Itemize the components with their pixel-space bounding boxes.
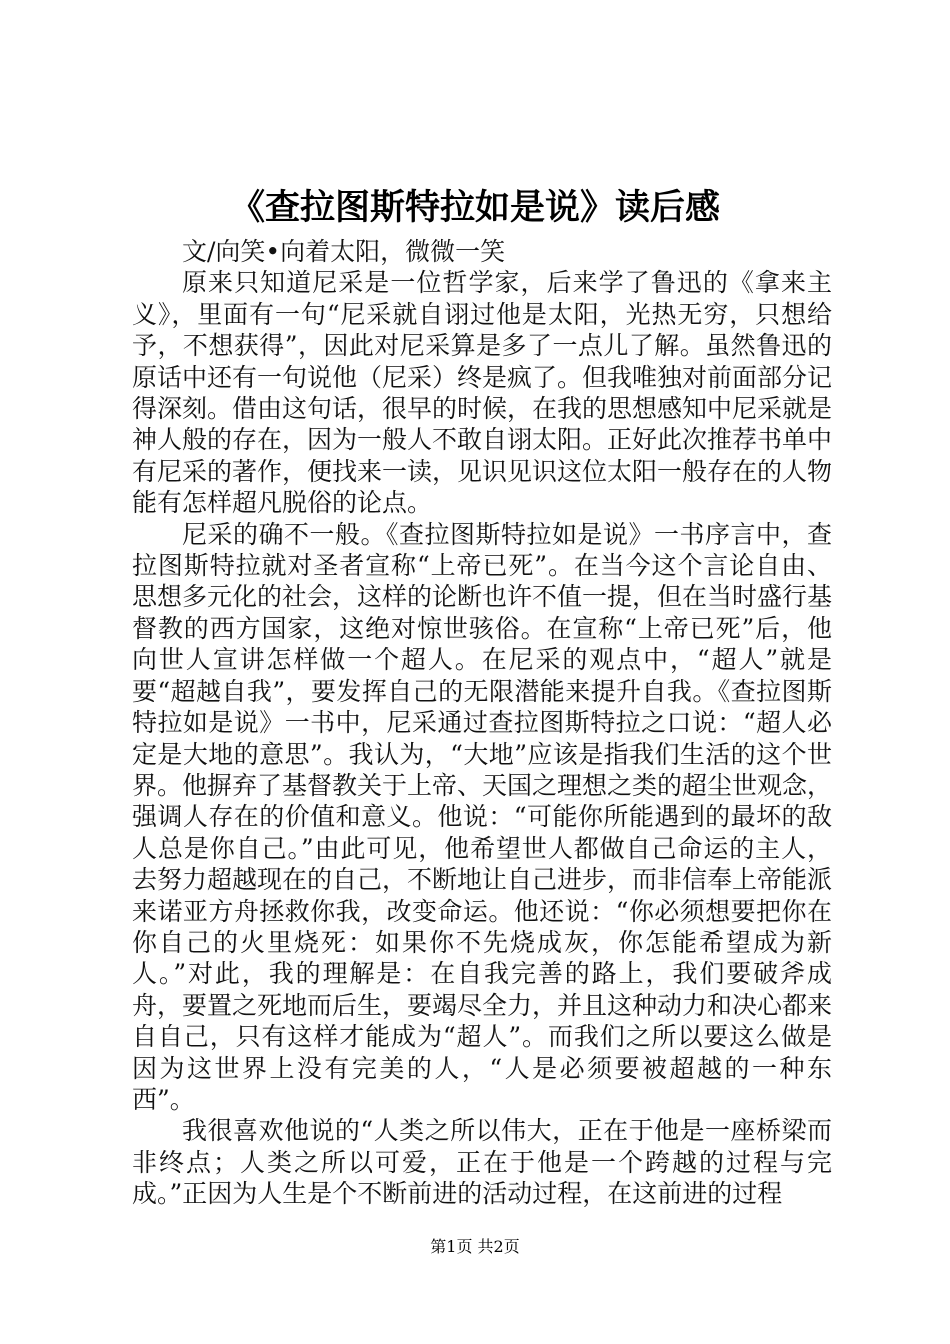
paragraph: 尼采的确不一般。《查拉图斯特拉如是说》一书序言中，查拉图斯特拉就对圣者宣称“上帝已死”。在当今这个言论自由、思想多元化的社会，这样的论断也许不值一提，但在当时盛行基督教的西方国家，这绝对惊世骇俗。在宣称“上帝已死”后，他向世人宣讲怎样做一个超人。在尼采的观点中，“超人”就是要“超越自我”，要发挥自己的无限潜能来提升自我。《查拉图斯特拉如是说》一书中，尼采通过查拉图斯特拉之口说：“超人必定是大地的意思”。我认为，“大地”应该是指我们生活的这个世界。他摒弃了基督教关于上帝、天国之理想之类的超尘世观念，强调人存在的价值和意义。他说：“可能你所能遇到的最坏的敌人总是你自己。”由此可见，他希望世人都做自己命运的主人，去努力超越现在的自己，不断地让自己进步，而非信奉上帝能派来诺亚方舟拯救你我，改变命运。他还说：“你必须想要把你在你自己的火里烧死：如果你不先烧成灰，你怎能希望成为新人。”对此，我的理解是：在自我完善的路上，我们要破斧成舟，要置之死地而后生，要竭尽全力，并且这种动力和决心都来自自己，只有这样才能成为“超人”。而我们之所以要这么做是因为这世界上没有完美的人，“人是必须要被超越的一种东西”。 — [132, 519, 833, 1114]
page-number-footer: 第1页 共2页 — [430, 1237, 520, 1256]
byline: 文/向笑•向着太阳，微微一笑 — [182, 237, 506, 266]
document-body — [132, 236, 832, 1210]
paragraph: 我很喜欢他说的“人类之所以伟大，正在于他是一座桥梁而非终点；人类之所以可爱，正在于他是一个跨越的过程与完成。”正因为人生是个不断前进的活动过程，在这前进的过程 — [132, 1116, 832, 1209]
document-title: 《查拉图斯特拉如是说》读后感 — [229, 187, 720, 228]
paragraph: 原来只知道尼采是一位哲学家，后来学了鲁迅的《拿来主义》，里面有一句“尼采就自诩过他是太阳，光热无穷，只想给予，不想获得”，因此对尼采算是多了一点儿了解。虽然鲁迅的原话中还有一句说他（尼采）终是疯了。但我唯独对前面部分记得深刻。借由这句话，很早的时候，在我的思想感知中尼采就是神人般的存在，因为一般人不敢自诩太阳。正好此次推荐书单中有尼采的著作，便找来一读，见识见识这位太阳一般存在的人物能有怎样超凡脱俗的论点。 — [132, 268, 833, 518]
